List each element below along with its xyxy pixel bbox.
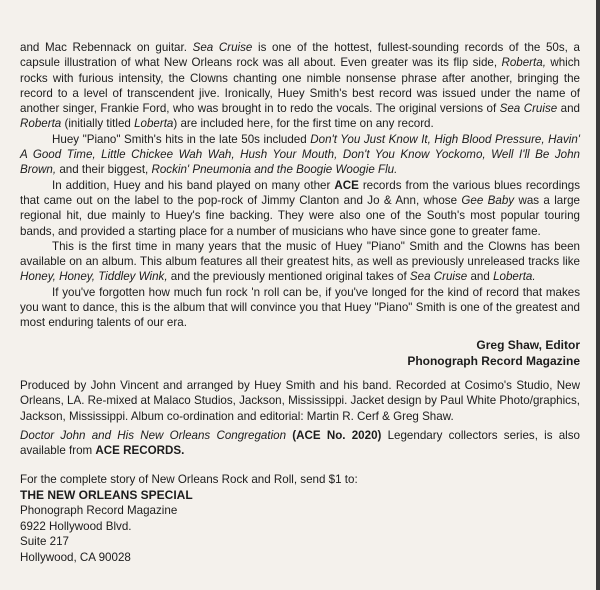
order-title: THE NEW ORLEANS SPECIAL: [20, 487, 193, 502]
order-intro: For the complete story of New Orleans Rock and Roll, send $1 to:: [20, 473, 358, 486]
paragraph-2: Huey "Piano" Smith's hits in the late 50s included Don't You Just Know It, High Blood Pressure, Havin' A Good Time, Little Chickee Wah Wah, Hush Your Mouth, Don't You Know Yockomo, Well I'll Be John Brown, and their biggest, Rockin' Pneumonia and the Boogie Woogie Flu.: [20, 132, 580, 177]
credits-text: Produced by John Vincent and arranged by Huey Smith and his band. Recorded at Cosimo's Studio, New Orleans, LA. Re-mixed at Malaco Studios, Jackson, Mississippi. Jacket design by Paul White Photo/graphics, Jackson, Mississippi. Album co-ordination and editorial: Martin R. Cerf & Greg Shaw.: [20, 379, 580, 423]
article: [20, 40, 580, 369]
order-address-line-4: Hollywood, CA 90028: [20, 550, 131, 564]
credits-block: [20, 378, 580, 424]
page-edge-shadow: [596, 0, 600, 590]
order-address-line-1: Phonograph Record Magazine: [20, 504, 178, 517]
paragraph-1: and Mac Rebennack on guitar. Sea Cruise is one of the hottest, fullest-sounding records of the 50s, a capsule illustration of what New Orleans rock was all about. Even greater was its flip side, Roberta, which rocks with furious intensity, the Clowns chanting one nimble nonsense phrase after another, bringing the record to a level of transcendent jive. Ironically, Huey Smith's best record was issued under the name of another singer, Frankie Ford, who was brought in to redo the vocals. The original versions of Sea Cruise and Roberta (initially titled Loberta) are included here, for the first time on any record.: [20, 41, 580, 131]
order-address-line-3: Suite 217: [20, 535, 69, 548]
byline-org: Phonograph Record Magazine: [407, 353, 580, 368]
also-available-text: Doctor John and His New Orleans Congregation (ACE No. 2020) Legendary collectors series, is also available from ACE RECORDS.: [20, 429, 580, 458]
also-available-block: [20, 428, 580, 459]
order-block: [20, 472, 580, 565]
paragraph-3: In addition, Huey and his band played on many other ACE records from the various blues recordings that came out on the label to the pop-rock of Jimmy Clanton and Jo & Ann, whose Gee Baby was a large regional hit, due mainly to Huey's fine backing. They were also one of the South's most popular touring bands, and provided a starting place for a number of musicians who have since gone to greater fame.: [20, 178, 581, 238]
paragraph-4: This is the first time in many years that the music of Huey "Piano" Smith and the Clowns has been available on an album. This album features all their greatest hits, as well as previously unreleased tracks like Honey, Honey, Tiddley Wink, and the previously mentioned original takes of Sea Cruise and Loberta.: [20, 239, 580, 284]
order-address-line-2: 6922 Hollywood Blvd.: [20, 519, 132, 533]
paragraph-5: If you've forgotten how much fun rock 'n roll can be, if you've longed for the kind of record that makes you want to dance, this is the album that will convince you that Huey "Piano" Smith is one of the greatest and most enduring talents of our era.: [20, 285, 580, 330]
byline-name: Greg Shaw, Editor: [476, 337, 580, 352]
